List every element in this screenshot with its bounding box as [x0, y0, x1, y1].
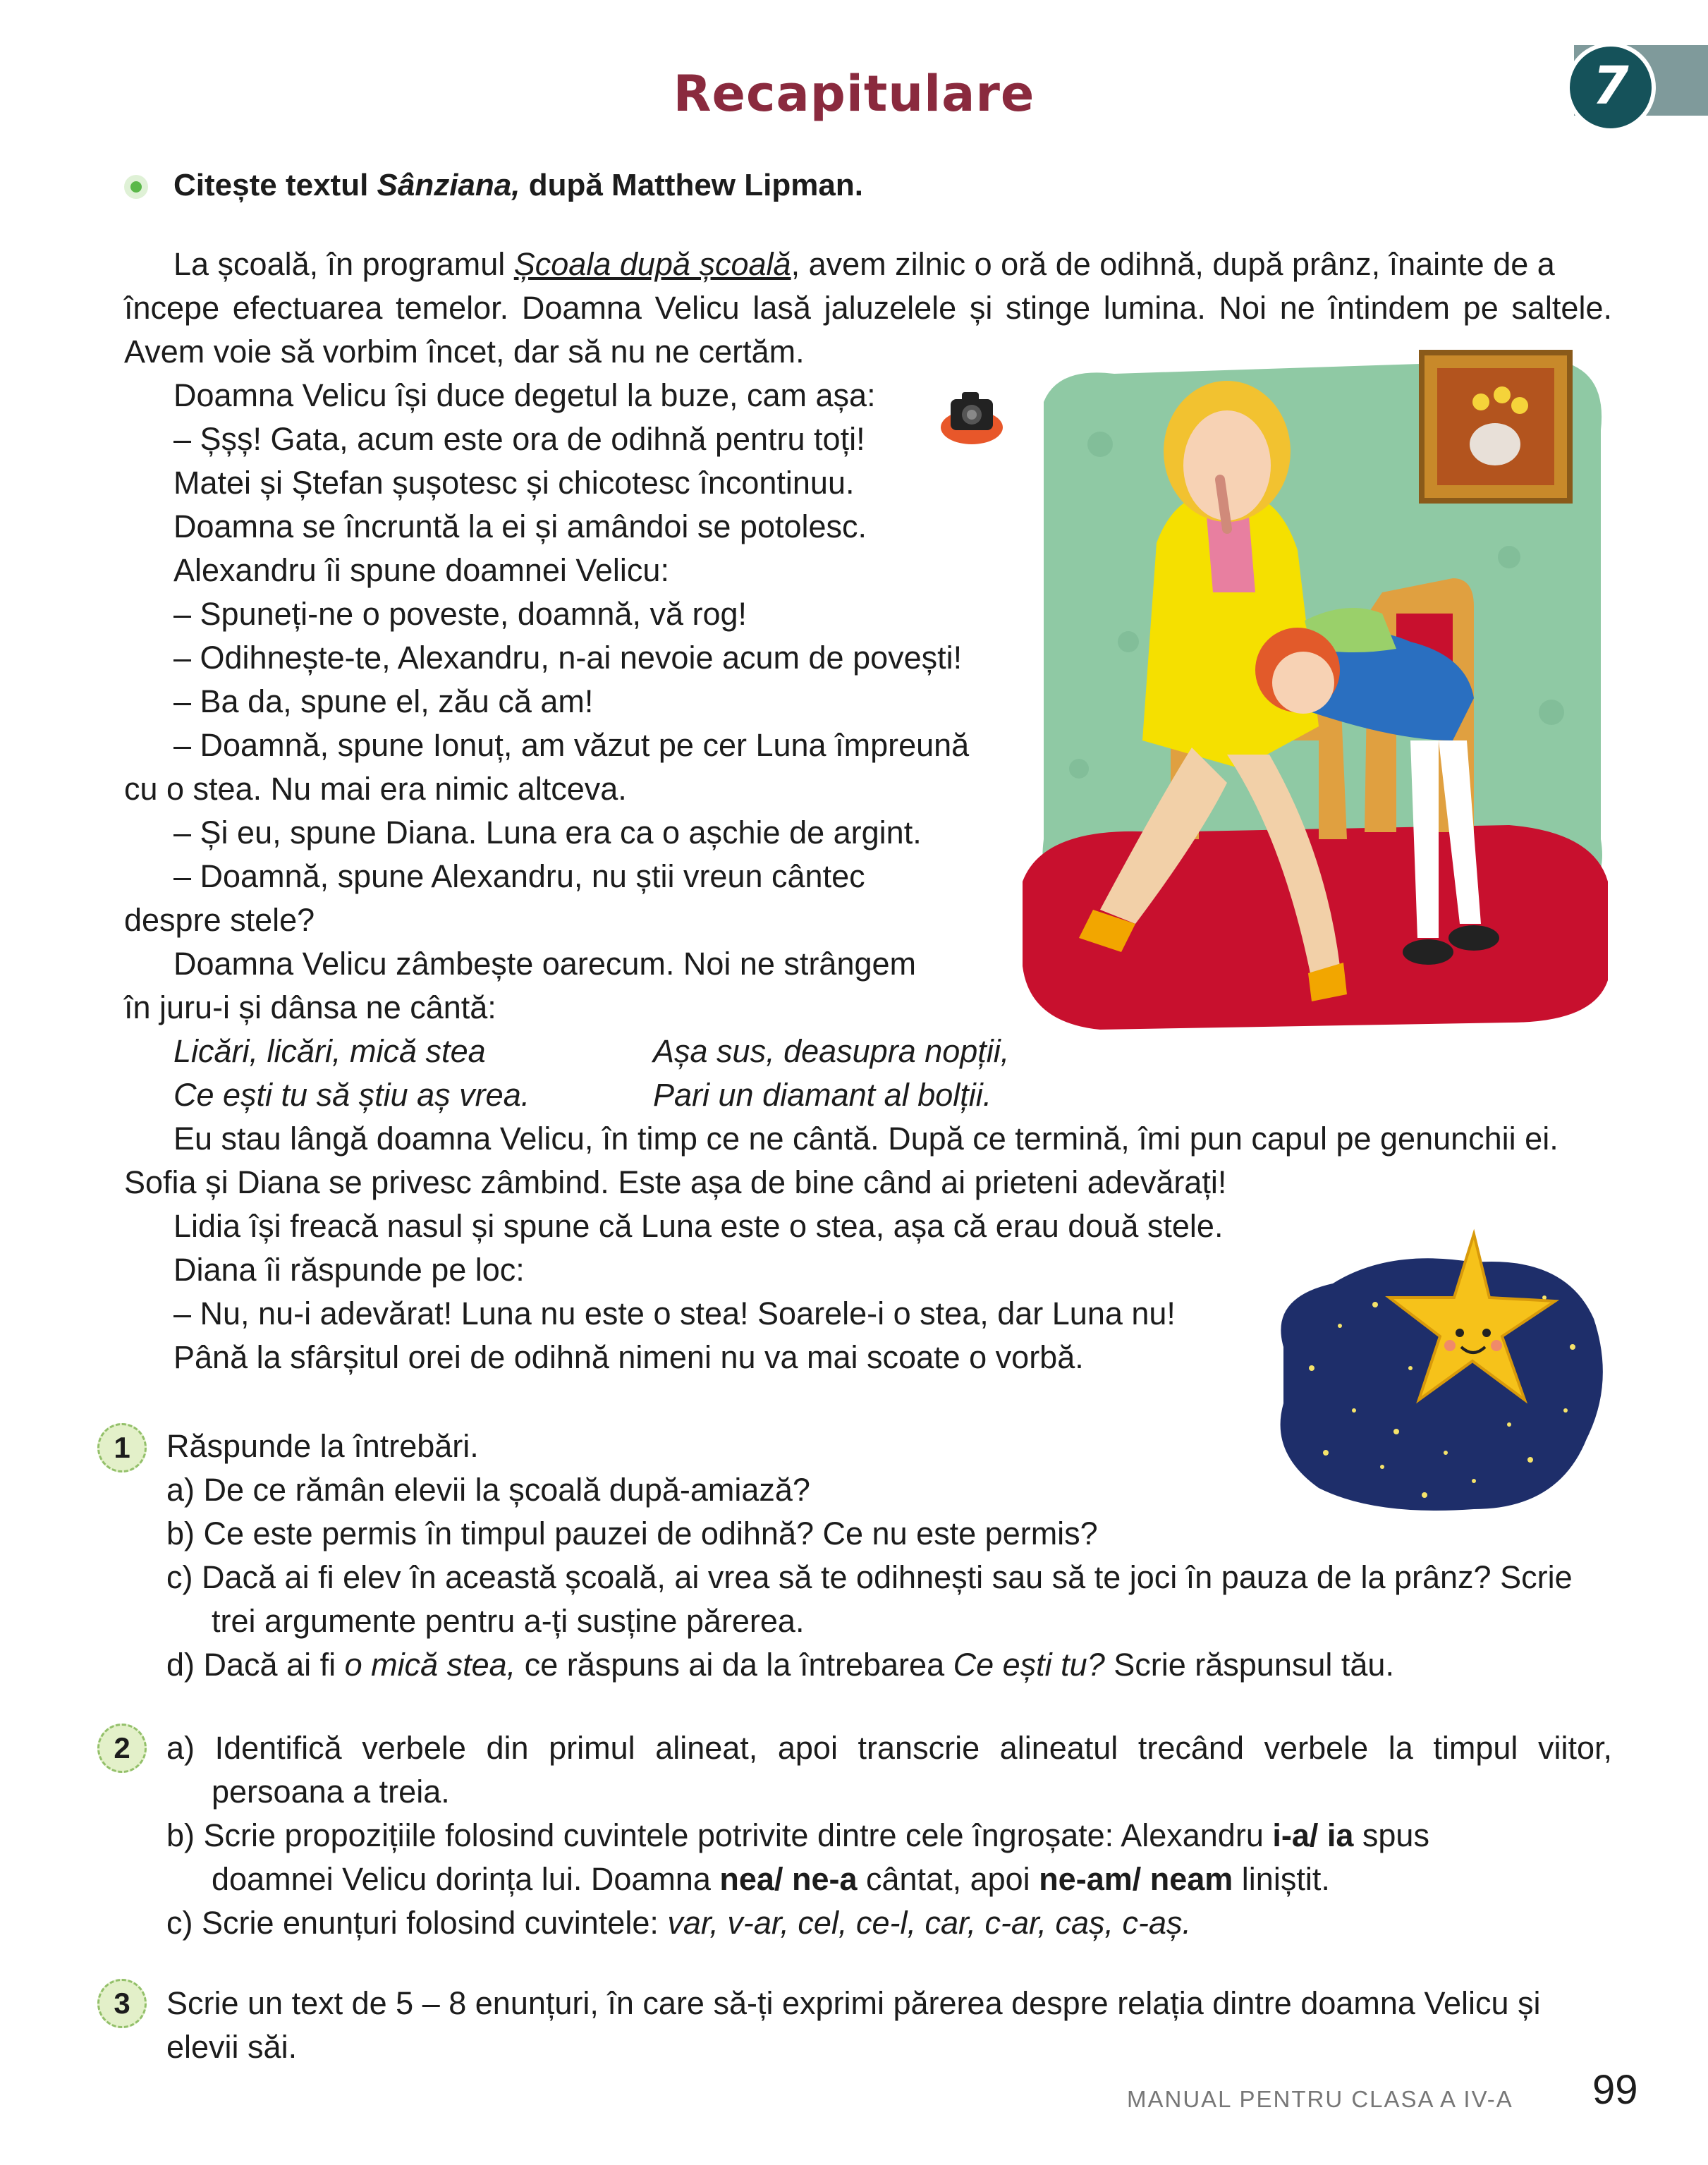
story-line: – Doamnă, spune Alexandru, nu știi vreun cântec — [173, 858, 865, 894]
exercise-1-question-d: d) Dacă ai fi o mică stea, ce răspuns ai da la întrebarea Ce ești tu? Scrie răspunsul tău. — [166, 1647, 1394, 1683]
exercise-2-item-a-cont: persoana a treia. — [212, 1774, 450, 1810]
story-line: Lidia își freacă nasul și spune că Luna este o stea, așa că erau două stele. — [173, 1208, 1224, 1244]
poem-line: Așa sus, deasupra nopții, — [653, 1033, 1010, 1069]
page-number: 99 — [1592, 2067, 1638, 2113]
story-line: Doamna Velicu își duce degetul la buze, cam așa: — [173, 377, 876, 413]
story-line: Doamna Velicu zâmbește oarecum. Noi ne strângem — [173, 946, 917, 982]
reading-instruction: Citește textul Sânziana, după Matthew Lipman. — [173, 168, 863, 202]
exercise-3-text-cont: elevii săi. — [166, 2029, 298, 2065]
story-line: Diana îi răspunde pe loc: — [173, 1252, 525, 1288]
story-line: – Odihnește-te, Alexandru, n-ai nevoie acum de povești! — [173, 640, 963, 676]
exercise-2-item-a: a) Identifică verbele din primul alineat, apoi transcrie alineatul trecând verbele la timpul viitor, — [166, 1730, 1612, 1766]
exercise-1-question-c: c) Dacă ai fi elev în această școală, ai vrea să te odihnești sau să te joci în pauza de la prânz? Scrie — [166, 1559, 1573, 1595]
story-line: Doamna se încruntă la ei și amândoi se potolesc. — [173, 508, 867, 544]
exercise-number-1: 1 — [97, 1423, 147, 1472]
story-line: despre stele? — [124, 902, 315, 938]
story-line: Matei și Ștefan șușotesc și chicotesc încontinuu. — [173, 465, 855, 501]
exercise-1-question-b: b) Ce este permis în timpul pauzei de odihnă? Ce nu este permis? — [166, 1516, 1098, 1551]
exercise-2-item-c: c) Scrie enunțuri folosind cuvintele: var, v-ar, cel, ce-l, car, c-ar, caș, c-aș. — [166, 1905, 1192, 1941]
exercise-1-question-a: a) De ce rămân elevii la școală după-amiază? — [166, 1472, 810, 1508]
story-line: – Șșș! Gata, acum este ora de odihnă pentru toți! — [173, 421, 865, 457]
smiling-star-night-sky-illustration — [1262, 1227, 1615, 1523]
story-paragraph-1-line-3: Avem voie să vorbim încet, dar să nu ne certăm. — [124, 334, 805, 370]
page-title: Recapitulare — [673, 65, 1035, 123]
story-line: – Nu, nu-i adevărat! Luna nu este o stea! Soarele-i o stea, dar Luna nu! — [173, 1295, 1176, 1331]
poem-line: Ce ești tu să știu aș vrea. — [173, 1077, 530, 1113]
poem-line: Licări, licări, mică stea — [173, 1033, 486, 1069]
exercise-number-3: 3 — [97, 1979, 147, 2028]
chapter-number: 7 — [1566, 42, 1656, 133]
camera-icon — [938, 386, 1006, 446]
story-line: Eu stau lângă doamna Velicu, în timp ce ne cântă. După ce termină, îmi pun capul pe genunchii ei. — [173, 1121, 1558, 1157]
story-line: – Și eu, spune Diana. Luna era ca o așchie de argint. — [173, 815, 922, 850]
story-line: Alexandru îi spune doamnei Velicu: — [173, 552, 669, 588]
story-line: Sofia și Diana se privesc zâmbind. Este așa de bine când ai prieteni adevărați! — [124, 1164, 1227, 1200]
exercise-3-text: Scrie un text de 5 – 8 enunțuri, în care să-ți exprimi părerea despre relația dintre doamna Velicu și — [166, 1985, 1541, 2021]
bullet-icon — [124, 175, 148, 199]
story-line: în juru-i și dânsa ne cântă: — [124, 989, 496, 1025]
footer-label: MANUAL PENTRU CLASA A IV-A — [1127, 2086, 1513, 2112]
exercise-number-2: 2 — [97, 1724, 147, 1773]
story-paragraph-1-line-1: La școală, în programul Școala după școală, avem zilnic o oră de odihnă, după prânz, înainte de a — [173, 246, 1555, 282]
story-line: – Ba da, spune el, zău că am! — [173, 683, 594, 719]
story-line: Până la sfârșitul orei de odihnă nimeni nu va mai scoate o vorbă. — [173, 1339, 1084, 1375]
exercise-1-title: Răspunde la întrebări. — [166, 1428, 479, 1464]
story-line: – Spuneți-ne o poveste, doamnă, vă rog! — [173, 596, 748, 632]
exercise-2-item-b: b) Scrie propozițiile folosind cuvintele potrivite dintre cele îngroșate: Alexandru i-a/ ia spus — [166, 1817, 1429, 1853]
teacher-with-girl-illustration — [1015, 346, 1622, 1037]
story-paragraph-1-line-2: începe efectuarea temelor. Doamna Velicu lasă jaluzelele și stinge lumina. Noi ne întindem pe saltele. — [124, 290, 1612, 326]
story-line: cu o stea. Nu mai era nimic altceva. — [124, 771, 627, 807]
story-line: – Doamnă, spune Ionuț, am văzut pe cer Luna împreună — [173, 727, 970, 763]
poem-line: Pari un diamant al bolții. — [653, 1077, 992, 1113]
exercise-2-item-b-cont: doamnei Velicu dorința lui. Doamna nea/ ne-a cântat, apoi ne-am/ neam liniștit. — [212, 1861, 1330, 1897]
exercise-1-question-c-cont: trei argumente pentru a-ți susține părerea. — [212, 1603, 805, 1639]
